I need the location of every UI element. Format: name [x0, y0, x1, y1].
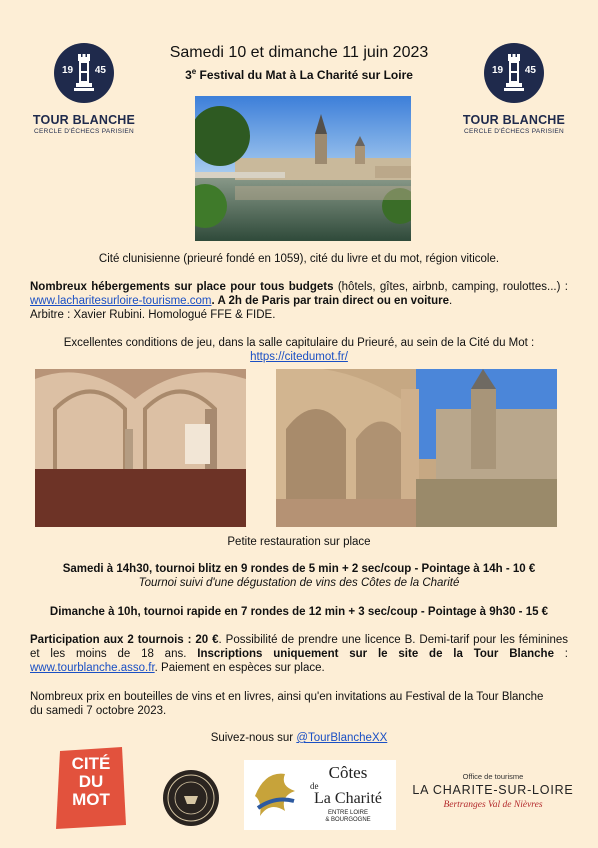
food-text: Petite restauration sur place	[227, 536, 371, 548]
venue-paragraph: Excellentes conditions de jeu, dans la salle capitulaire du Prieuré, au sein de la Cité du Mot : https://citedumot.fr/	[63, 337, 535, 363]
wine-seal-logo	[162, 769, 220, 827]
rook-icon: 19 45	[54, 43, 114, 103]
chapter-hall-photo	[35, 369, 246, 527]
prizes-paragraph: Nombreux prix en bouteilles de vins et en livres, ainsi qu'en invitations au Festival de la Tour Blanche du samedi 7 octobre 2023.	[30, 691, 544, 717]
logo-name: TOUR BLANCHE	[462, 113, 566, 127]
tourblanche-link[interactable]: www.tourblanche.asso.fr	[30, 662, 155, 674]
sunday-tournament: Dimanche à 10h, tournoi rapide en 7 rondes de 12 min + 3 sec/coup - Pointage à 9h30 - 15 €	[49, 606, 549, 618]
social-handle-link[interactable]: @TourBlancheXX	[296, 732, 388, 744]
cloister-photo	[276, 369, 557, 527]
office-tourisme-logo: Office de tourisme LA CHARITE-SUR-LOIRE Bertranges Val de Nièvres	[412, 772, 574, 810]
lodging-paragraph: Nombreux hébergements sur place pour tous budgets (hôtels, gîtes, airbnb, camping, roulottes...) : www.lacharitesurloire-tourisme.com. A 2h de Paris par train direct ou en voiture. Arbitre : Xavier Rubini. Homologué FFE & FIDE.	[30, 281, 568, 321]
vine-leaf-icon	[250, 766, 300, 826]
logo-tagline: CERCLE D'ÉCHECS PARISIEN	[33, 128, 135, 135]
citedumot-link[interactable]: https://citedumot.fr/	[250, 351, 348, 363]
city-description: Cité clunisienne (prieuré fondé en 1059), cité du livre et du mot, région viticole.	[98, 253, 500, 265]
logo-tagline: CERCLE D'ÉCHECS PARISIEN	[463, 128, 565, 135]
arbiter-text: Arbitre : Xavier Rubini. Homologué FFE & FIDE.	[30, 309, 276, 321]
cotes-de-la-charite-logo: Côtes de La Charité ENTRE LOIRE & BOURGOGNE	[244, 760, 396, 830]
rook-icon: 19 45	[484, 43, 544, 103]
saturday-note: Tournoi suivi d'une dégustation de vins des Côtes de la Charité	[138, 577, 460, 589]
tourism-site-link[interactable]: www.lacharitesurloire-tourisme.com	[30, 295, 212, 307]
logo-name: TOUR BLANCHE	[32, 113, 136, 127]
saturday-tournament: Samedi à 14h30, tournoi blitz en 9 rondes de 5 min + 2 sec/coup - Pointage à 14h - 10 €	[62, 563, 536, 575]
cite-du-mot-logo: CITÉ DU MOT	[52, 745, 130, 831]
page-subtitle: 3e Festival du Mat à La Charité sur Loire	[185, 67, 413, 82]
saturday-block	[20, 562, 578, 590]
page-title: Samedi 10 et dimanche 11 juin 2023	[169, 44, 429, 61]
town-river-photo	[195, 96, 411, 241]
participation-paragraph: Participation aux 2 tournois : 20 €. Possibilité de prendre une licence B. Demi-tarif pour les féminines et les moins de 18 ans. Inscriptions uniquement sur le site de la Tour Blanche : www.tourblanche.asso.fr. Paiement en espèces sur place.	[30, 634, 569, 674]
follow-us: Suivez-nous sur @TourBlancheXX	[210, 732, 388, 744]
